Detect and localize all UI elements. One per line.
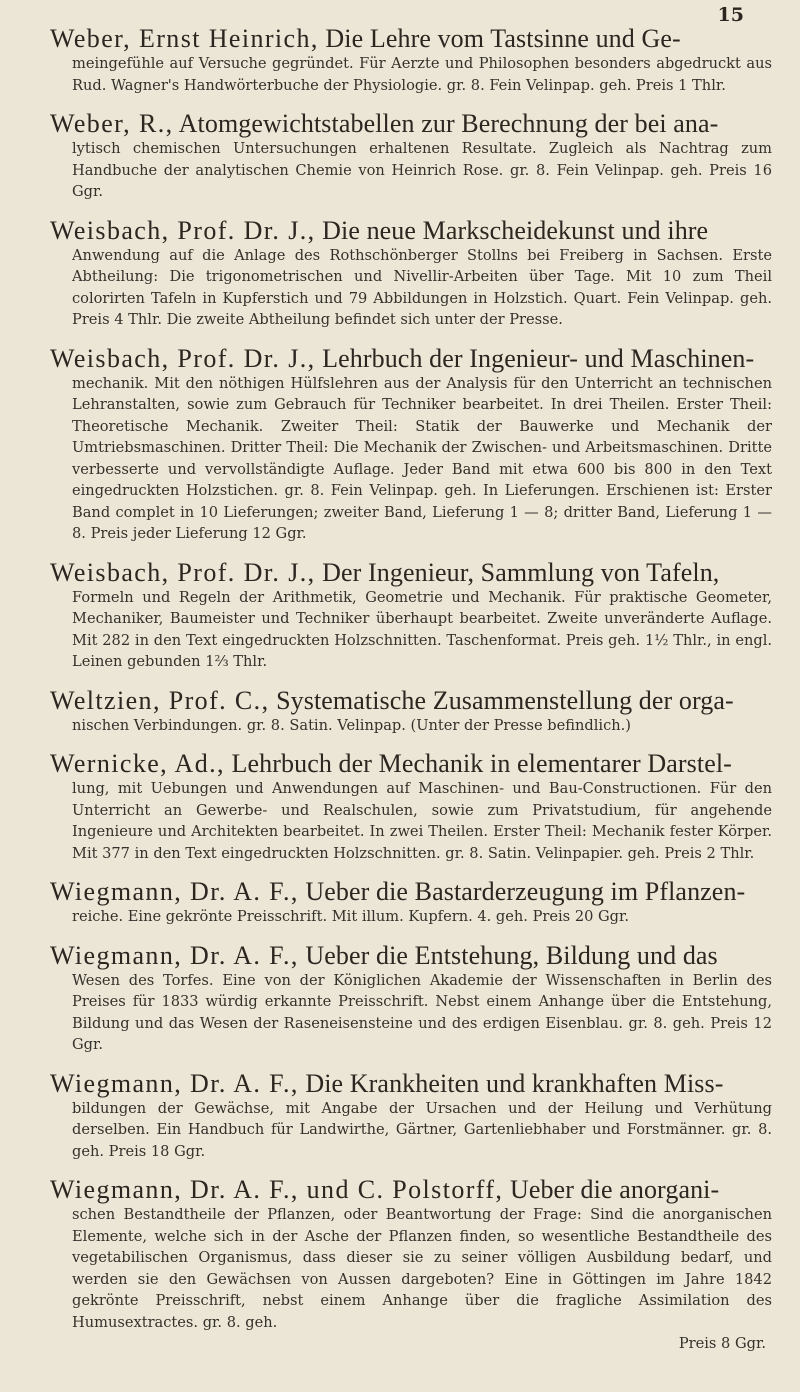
entry-heading (50, 1175, 772, 1204)
entry-author: Weisbach, Prof. Dr. J., (50, 343, 316, 373)
entry-author: Wiegmann, Dr. A. F., (50, 1068, 299, 1098)
entry-description: bildungen der Gewächse, mit Angabe der Ursachen und der Heilung und Verhütung derselben. Ein Handbuch für Landwirthe, Gärtner, Gartenliebhaber und Forstmänner. gr. 8. geh. Preis 18 Ggr. (72, 1099, 772, 1160)
entry-title: Ueber die anorgani- (509, 1175, 720, 1204)
entry-author: Wiegmann, Dr. A. F., (50, 940, 299, 970)
catalog-entries (50, 0, 772, 1355)
entry-author: Weisbach, Prof. Dr. J., (50, 215, 316, 245)
catalog-entry (50, 877, 772, 928)
catalog-entry (50, 1175, 772, 1355)
catalog-entry (50, 344, 772, 545)
catalog-entry (50, 24, 772, 96)
entry-description: lung, mit Uebungen und Anwendungen auf Maschinen- und Bau-Constructionen. Für den Unterricht an Gewerbe- und Realschulen, sowie zum Privatstudium, für angehende Ingenieure und Architekten bearbeitet. In zwei Theilen. Erster Theil: Mechanik fester Körper. Mit 377 in den Text eingedruckten Holzschnitten. gr. 8. Satin. Velinpapier. geh. Preis 2 Thlr. (72, 780, 772, 862)
entry-description: mechanik. Mit den nöthigen Hülfslehren aus der Analysis für den Unterricht an technischen Lehranstalten, sowie zum Gebrauch für Techniker bearbeitet. In drei Theilen. Erster Theil: Theoretische Mechanik. Zweiter Theil: Statik der Bauwerke und Mechanik der Umtriebsmaschinen. Dritter Theil: Die Mechanik der Zwischen- und Arbeitsmaschinen. Dritte verbesserte und vervollständigte Auflage. Jeder Band mit etwa 600 bis 800 in den Text eingedruckten Holzstichen. gr. 8. Fein Velinpap. geh. In Lieferungen. Erschienen ist: Erster Band complet in 10 Lieferungen; zweiter Band, Lieferung 1 — 8; dritter Band, Lieferung 1 — 8. Preis jeder Lieferung 12 Ggr. (72, 374, 772, 542)
entry-description: Wesen des Torfes. Eine von der Königlichen Akademie der Wissenschaften in Berlin des Preises für 1833 würdig erkannte Preisschrift. Nebst einem Anhange über die Entstehung, Bildung und das Wesen der Raseneisensteine und des erdigen Eisenblau. gr. 8. geh. Preis 12 Ggr. (72, 971, 772, 1053)
entry-heading (50, 749, 772, 778)
entry-title: Lehrbuch der Mechanik in elementarer Darstel- (231, 749, 732, 778)
entry-description: Anwendung auf die Anlage des Rothschönberger Stollns bei Freiberg in Sachsen. Erste Abtheilung: Die trigonometrischen und Nivellir-Arbeiten über Tage. Mit 10 zum Theil colorirten Tafeln in Kupferstich und 79 Abbildungen in Holzstich. Quart. Fein Velinpap. geh. Preis 4 Thlr. Die zweite Abtheilung befindet sich unter der Presse. (72, 246, 772, 328)
entry-author: Wiegmann, Dr. A. F., (50, 877, 299, 906)
entry-author: Weber, Ernst Heinrich, (50, 24, 319, 53)
entry-author: Wiegmann, Dr. A. F., und C. Polstorff, (50, 1175, 504, 1204)
entry-heading (50, 344, 772, 373)
entry-title: Die Lehre vom Tastsinne und Ge- (325, 24, 681, 53)
entry-description: reiche. Eine gekrönte Preisschrift. Mit illum. Kupfern. 4. geh. Preis 20 Ggr. (72, 908, 630, 925)
entry-price: Preis 8 Ggr. (678, 1335, 766, 1352)
entry-title: Systematische Zusammenstellung der orga- (276, 685, 734, 715)
entry-heading (50, 216, 772, 245)
entry-title: Die Krankheiten und krankhaften Miss- (305, 1068, 724, 1098)
entry-title: Ueber die Bastarderzeugung im Pflanzen- (305, 877, 746, 906)
entry-heading (50, 558, 772, 587)
entry-heading (50, 686, 772, 715)
catalog-entry (50, 216, 772, 331)
entry-title: Atomgewichtstabellen zur Berechnung der bei ana- (178, 109, 719, 138)
entry-heading (50, 941, 772, 970)
entry-description: meingefühle auf Versuche gegründet. Für Aerzte und Philosophen besonders abgedruckt aus Rud. Wagner's Handwörterbuche der Physiologie. gr. 8. Fein Velinpap. geh. Preis 1 Thlr. (72, 55, 772, 94)
catalog-entry (50, 558, 772, 673)
catalog-entry (50, 749, 772, 864)
entry-description: lytisch chemischen Untersuchungen erhaltenen Resultate. Zugleich als Nachtrag zum Handbuche der analytischen Chemie von Heinrich Rose. gr. 8. Fein Velinpap. geh. Preis 16 Ggr. (72, 140, 772, 200)
entry-price-line (72, 1333, 766, 1355)
entry-author: Wernicke, Ad., (50, 749, 225, 778)
entry-author: Weber, R., (50, 109, 174, 138)
catalog-entry (50, 109, 772, 203)
entry-heading (50, 877, 772, 906)
entry-author: Weisbach, Prof. Dr. J., (50, 557, 316, 587)
entry-description: schen Bestandtheile der Pflanzen, oder Beantwortung der Frage: Sind die anorganischen Elemente, welche sich in der Asche der Pflanzen finden, so wesentliche Bestandtheile des vegetabilischen Organismus, dass dieser sie zu seiner völligen Ausbildung bedarf, und werden sie den Gewächsen von Aussen dargeboten? Eine in Göttingen im Jahre 1842 gekrönte Preisschrift, nebst einem Anhange über die fragliche Assimilation des Humusextractes. gr. 8. geh. (72, 1206, 772, 1331)
entry-title: Der Ingenieur, Sammlung von Tafeln, (322, 557, 720, 587)
page-number: 15 (717, 4, 744, 26)
entry-description: nischen Verbindungen. gr. 8. Satin. Velinpap. (Unter der Presse befindlich.) (72, 716, 631, 734)
entry-title: Die neue Markscheidekunst und ihre (322, 215, 709, 245)
entry-title: Ueber die Entstehung, Bildung und das (305, 940, 718, 970)
entry-title: Lehrbuch der Ingenieur- und Maschinen- (322, 343, 755, 373)
entry-heading (50, 1069, 772, 1098)
entry-heading (50, 109, 772, 138)
catalog-entry (50, 686, 772, 737)
entry-description: Formeln und Regeln der Arithmetik, Geometrie und Mechanik. Für praktische Geometer, Mechaniker, Baumeister und Techniker überhaupt bearbeitet. Zweite unveränderte Auflage. Mit 282 in den Text eingedruckten Holzschnitten. Taschenformat. Preis geh. 1½ Thlr., in engl. Leinen gebunden 1⅔ Thlr. (72, 588, 772, 670)
entry-heading (50, 24, 772, 53)
entry-author: Weltzien, Prof. C., (50, 685, 270, 715)
catalog-entry (50, 1069, 772, 1163)
catalog-entry (50, 941, 772, 1056)
